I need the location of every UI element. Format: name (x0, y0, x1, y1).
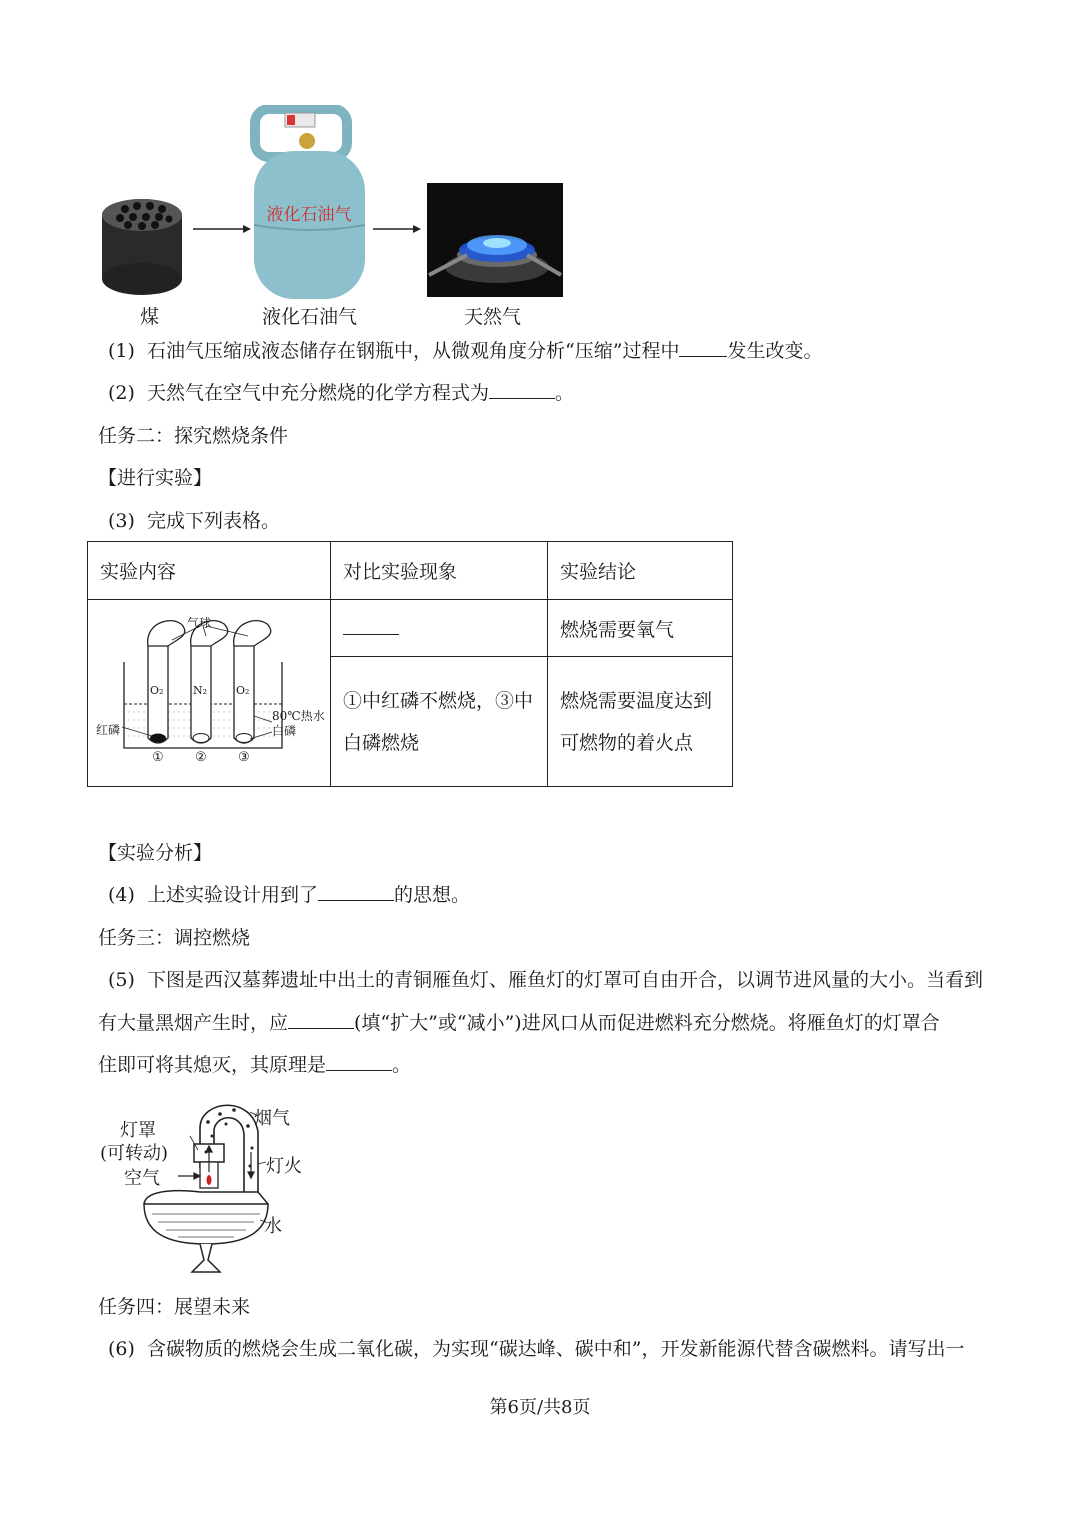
tube-number: ③ (238, 750, 250, 765)
label-smoke: 烟气 (254, 1108, 290, 1129)
question-6: (6) 含碳物质的燃烧会生成二氧化碳，为实现“碳达峰、碳中和”，开发新能源代替含碳燃料。请写出一 (108, 1338, 965, 1360)
analysis-heading: 【实验分析】 (98, 842, 213, 864)
label-gas: O₂ (236, 684, 250, 697)
answer-blank[interactable] (489, 380, 555, 399)
tank-label: 液化石油气 (266, 205, 352, 225)
experiment-table (87, 541, 733, 787)
phenomenon-cell: ①中红磷不燃烧，③中 白磷燃烧 (331, 657, 548, 787)
task-2-heading: 任务二：探究燃烧条件 (98, 425, 289, 447)
page-footer: 第6页/共8页 (489, 1397, 591, 1418)
label-water: 水 (264, 1216, 282, 1237)
label-balloon: 气球 (187, 616, 212, 630)
task-3-heading: 任务三：调控燃烧 (98, 927, 251, 949)
answer-blank[interactable] (343, 616, 399, 635)
label-flame: 灯火 (266, 1156, 302, 1177)
gas-stove-flame-image (427, 183, 563, 297)
question-3: (3) 完成下列表格。 (108, 510, 281, 532)
tube-number: ① (152, 750, 164, 765)
label-gas: N₂ (193, 684, 208, 697)
goose-fish-lamp-diagram (96, 1092, 316, 1278)
apparatus-cell (88, 600, 331, 787)
fuel-evolution-figure (95, 105, 575, 305)
table-header: 实验结论 (548, 542, 733, 600)
table-header-row (88, 542, 733, 600)
task-4-heading: 任务四：展望未来 (98, 1296, 251, 1318)
label-air: 空气 (124, 1168, 160, 1189)
answer-blank[interactable] (318, 882, 394, 901)
experiment-heading: 【进行实验】 (98, 467, 213, 489)
question-1: (1) 石油气压缩成液态储存在钢瓶中，从微观角度分析“压缩”过程中 发生改变。 (108, 340, 823, 362)
tube-number: ② (195, 750, 207, 765)
phenomenon-cell (331, 600, 548, 657)
label-white-phosphorus: 白磷 (272, 724, 297, 738)
label-red-phosphorus: 红磷 (96, 723, 121, 737)
label-gas: O₂ (150, 684, 164, 697)
answer-blank[interactable] (326, 1052, 392, 1071)
caption-lpg: 液化石油气 (262, 306, 358, 328)
white-phosphorus (193, 734, 209, 743)
conclusion-cell: 燃烧需要氧气 (548, 600, 733, 657)
arrow-right-icon (373, 225, 421, 233)
table-row (88, 600, 733, 657)
question-2: (2) 天然气在空气中充分燃烧的化学方程式为 。 (108, 382, 575, 404)
caption-natural-gas: 天然气 (464, 306, 522, 328)
question-5-line-3: 住即可将其熄灭，其原理是 。 (98, 1054, 412, 1076)
conclusion-cell: 燃烧需要温度达到 可燃物的着火点 (548, 657, 733, 787)
table-header: 对比实验现象 (331, 542, 548, 600)
white-phosphorus (236, 734, 252, 743)
answer-blank[interactable] (288, 1010, 354, 1029)
caption-coal: 煤 (140, 306, 160, 328)
question-5-line-2: 有大量黑烟产生时，应 (填“扩大”或“减小”)进风口从而促进燃料充分燃烧。将雁鱼灯的灯罩合 (98, 1012, 940, 1034)
red-phosphorus (150, 734, 166, 743)
lpg-tank-image (254, 109, 365, 299)
label-hot-water: 80℃热水 (272, 709, 325, 723)
coal-briquette-image (102, 199, 182, 295)
label-hood: 灯罩 (120, 1120, 156, 1141)
question-4: (4) 上述实验设计用到了 的思想。 (108, 884, 471, 906)
answer-blank[interactable] (679, 338, 727, 357)
label-hood-note: (可转动) (100, 1143, 169, 1164)
table-header: 实验内容 (88, 542, 331, 600)
question-5-line-1: (5) 下图是西汉墓葬遗址中出土的青铜雁鱼灯、雁鱼灯的灯罩可自由开合，以调节进风量的大小。当看到 (108, 969, 984, 991)
arrow-right-icon (193, 225, 251, 233)
